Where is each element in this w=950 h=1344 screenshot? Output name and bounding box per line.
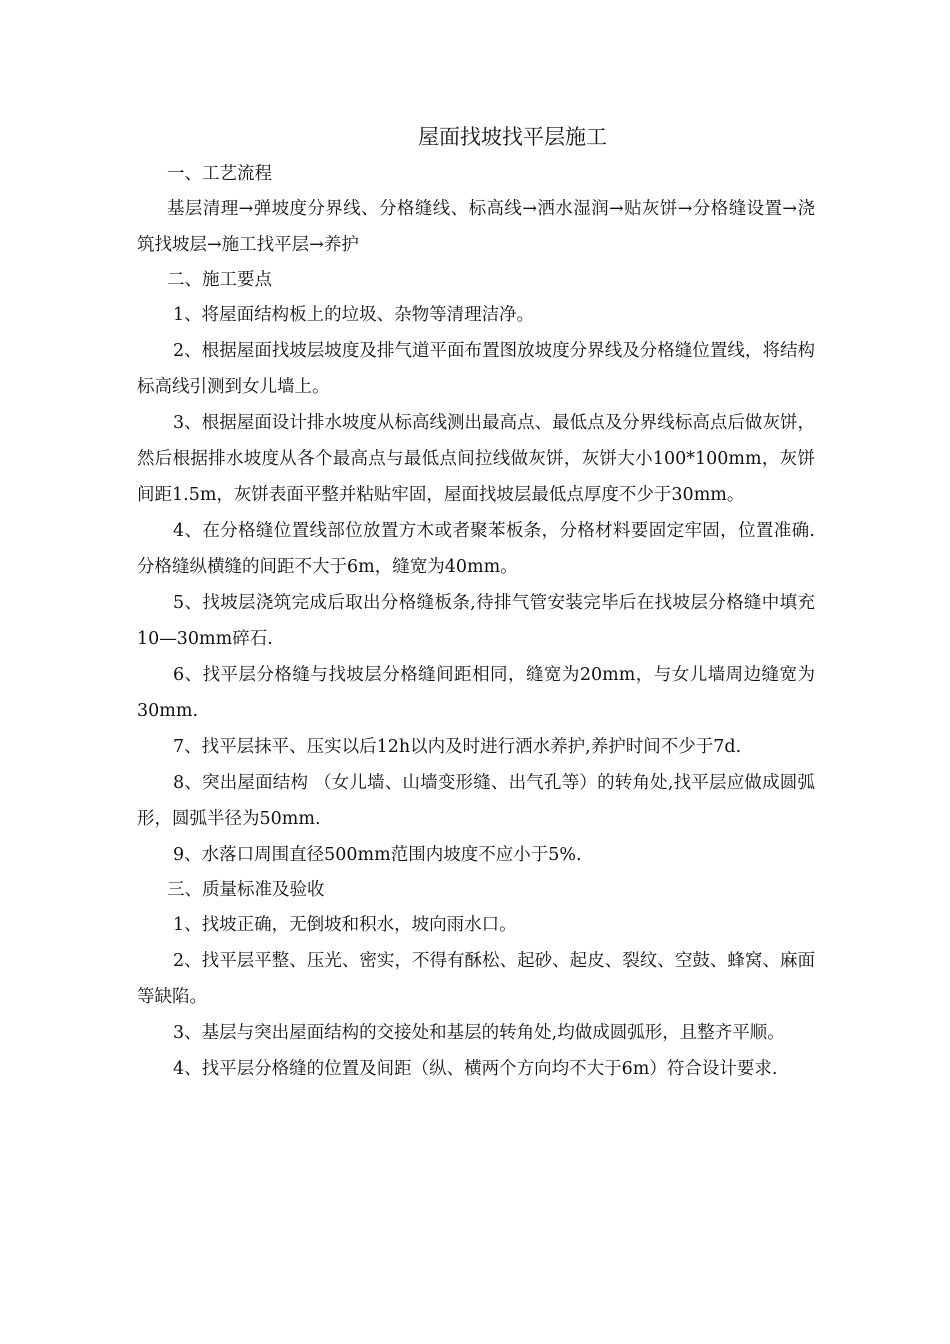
list-item: 1、将屋面结构板上的垃圾、杂物等清理洁净。 — [173, 305, 535, 325]
section-heading-construction-points: 二、施工要点 — [167, 270, 272, 290]
section-heading-process: 一、工艺流程 — [167, 164, 272, 184]
paragraph-process-flow: 基层清理→弹坡度分界线、分格缝线、标高线→洒水湿润→贴灰饼→分格缝设置→浇筑找坡层→施工找平层→养护 — [137, 199, 815, 255]
list-item: 7、找平层抹平、压实以后12h以内及时进行洒水养护,养护时间不少于7d. — [173, 737, 742, 757]
document-title: 屋面找坡找平层施工 — [418, 125, 607, 149]
list-item: 4、找平层分格缝的位置及间距（纵、横两个方向均不大于6m）符合设计要求. — [173, 1059, 778, 1079]
list-item: 9、水落口周围直径500mm范围内坡度不应小于5%. — [173, 845, 582, 865]
document-body — [137, 157, 815, 1087]
list-item: 4、在分格缝位置线部位放置方木或者聚苯板条，分格材料要固定牢固，位置准确.分格缝纵横缝的间距不大于6m，缝宽为40mm。 — [137, 521, 815, 577]
section-heading-quality-standards: 三、质量标准及验收 — [167, 880, 325, 900]
list-item: 3、基层与突出屋面结构的交接处和基层的转角处,均做成圆弧形，且整齐平顺。 — [173, 1023, 785, 1043]
list-item: 3、根据屋面设计排水坡度从标高线测出最高点、最低点及分界线标高点后做灰饼，然后根据排水坡度从各个最高点与最低点间拉线做灰饼，灰饼大小100*100mm，灰饼间距1.5m，灰饼表面平整并粘贴牢固，屋面找坡层最低点厚度不少于30mm。 — [137, 413, 815, 505]
list-item: 1、找坡正确，无倒坡和积水，坡向雨水口。 — [173, 915, 517, 935]
list-item: 6、找平层分格缝与找坡层分格缝间距相同，缝宽为20mm，与女儿墙周边缝宽为30mm. — [137, 665, 815, 721]
list-item: 5、找坡层浇筑完成后取出分格缝板条,待排气管安装完毕后在找坡层分格缝中填充10—30mm碎石. — [137, 593, 815, 649]
list-item: 8、突出屋面结构 （女儿墙、山墙变形缝、出气孔等）的转角处,找平层应做成圆弧形，圆弧半径为50mm. — [137, 773, 815, 829]
list-item: 2、找平层平整、压光、密实，不得有酥松、起砂、起皮、裂纹、空鼓、蜂窝、麻面等缺陷。 — [137, 951, 815, 1007]
list-item: 2、根据屋面找坡层坡度及排气道平面布置图放坡度分界线及分格缝位置线，将结构标高线引测到女儿墙上。 — [137, 341, 815, 397]
